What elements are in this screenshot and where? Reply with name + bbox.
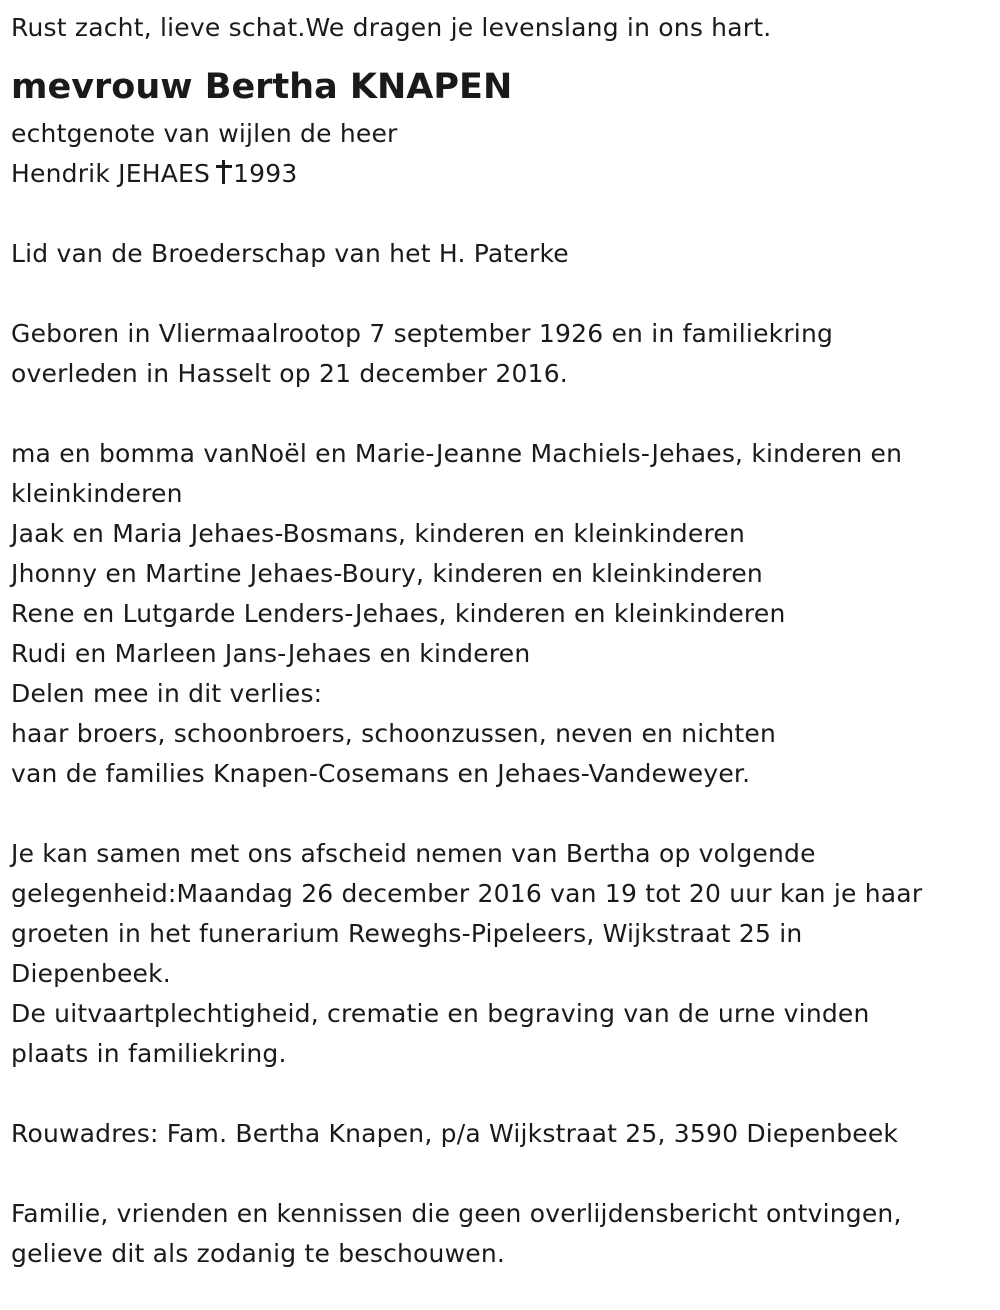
family-line: Delen mee in dit verlies: (11, 679, 323, 708)
membership-text: Lid van de Broederschap van het H. Paterke (11, 239, 569, 268)
family-line: van de families Knapen-Cosemans en Jehaes-Vandeweyer. (11, 759, 751, 788)
spouse-relation: echtgenote van wijlen de heer (11, 119, 398, 148)
family-line: Jhonny en Martine Jehaes-Boury, kinderen en kleinkinderen (11, 559, 763, 588)
farewell-line: Diepenbeek. (11, 959, 171, 988)
family-line: Rudi en Marleen Jans-Jehaes en kinderen (11, 639, 531, 668)
farewell-line: plaats in familiekring. (11, 1039, 287, 1068)
motto-text: Rust zacht, lieve schat.We dragen je levenslang in ons hart. (11, 13, 772, 42)
family-line: Rene en Lutgarde Lenders-Jehaes, kinderen en kleinkinderen (11, 599, 786, 628)
spacer (11, 794, 1000, 834)
notice-line: gelieve dit als zodanig te beschouwen. (11, 1239, 506, 1268)
mourning-address: Rouwadres: Fam. Bertha Knapen, p/a Wijkstraat 25, 3590 Diepenbeek (11, 1119, 899, 1148)
family-line: kleinkinderen (11, 479, 183, 508)
spacer (11, 1074, 1000, 1114)
farewell-line: De uitvaartplechtigheid, crematie en begraving van de urne vinden (11, 999, 870, 1028)
farewell-line: groeten in het funerarium Reweghs-Pipeleers, Wijkstraat 25 in (11, 919, 803, 948)
birth-death-line: overleden in Hasselt op 21 december 2016. (11, 359, 568, 388)
farewell-line: gelegenheid:Maandag 26 december 2016 van 19 tot 20 uur kan je haar (11, 879, 923, 908)
spacer (11, 394, 1000, 434)
spacer (11, 194, 1000, 234)
birth-death-line: Geboren in Vliermaalrootop 7 september 1926 en in familiekring (11, 319, 834, 348)
cross-icon (216, 160, 232, 184)
spouse-line (11, 154, 1000, 194)
family-line: Jaak en Maria Jehaes-Bosmans, kinderen en kleinkinderen (11, 519, 746, 548)
spouse-name: Hendrik JEHAES (11, 159, 211, 188)
farewell-line: Je kan samen met ons afscheid nemen van Bertha op volgende (11, 839, 816, 868)
notice-line: Familie, vrienden en kennissen die geen overlijdensbericht ontvingen, (11, 1199, 902, 1228)
spacer (11, 1154, 1000, 1194)
family-line: ma en bomma vanNoël en Marie-Jeanne Machiels-Jehaes, kinderen en (11, 439, 903, 468)
family-line: haar broers, schoonbroers, schoonzussen, neven en nichten (11, 719, 777, 748)
spacer (11, 274, 1000, 314)
deceased-name: mevrouw Bertha KNAPEN (11, 67, 513, 107)
spouse-death-year: 1993 (233, 159, 298, 188)
